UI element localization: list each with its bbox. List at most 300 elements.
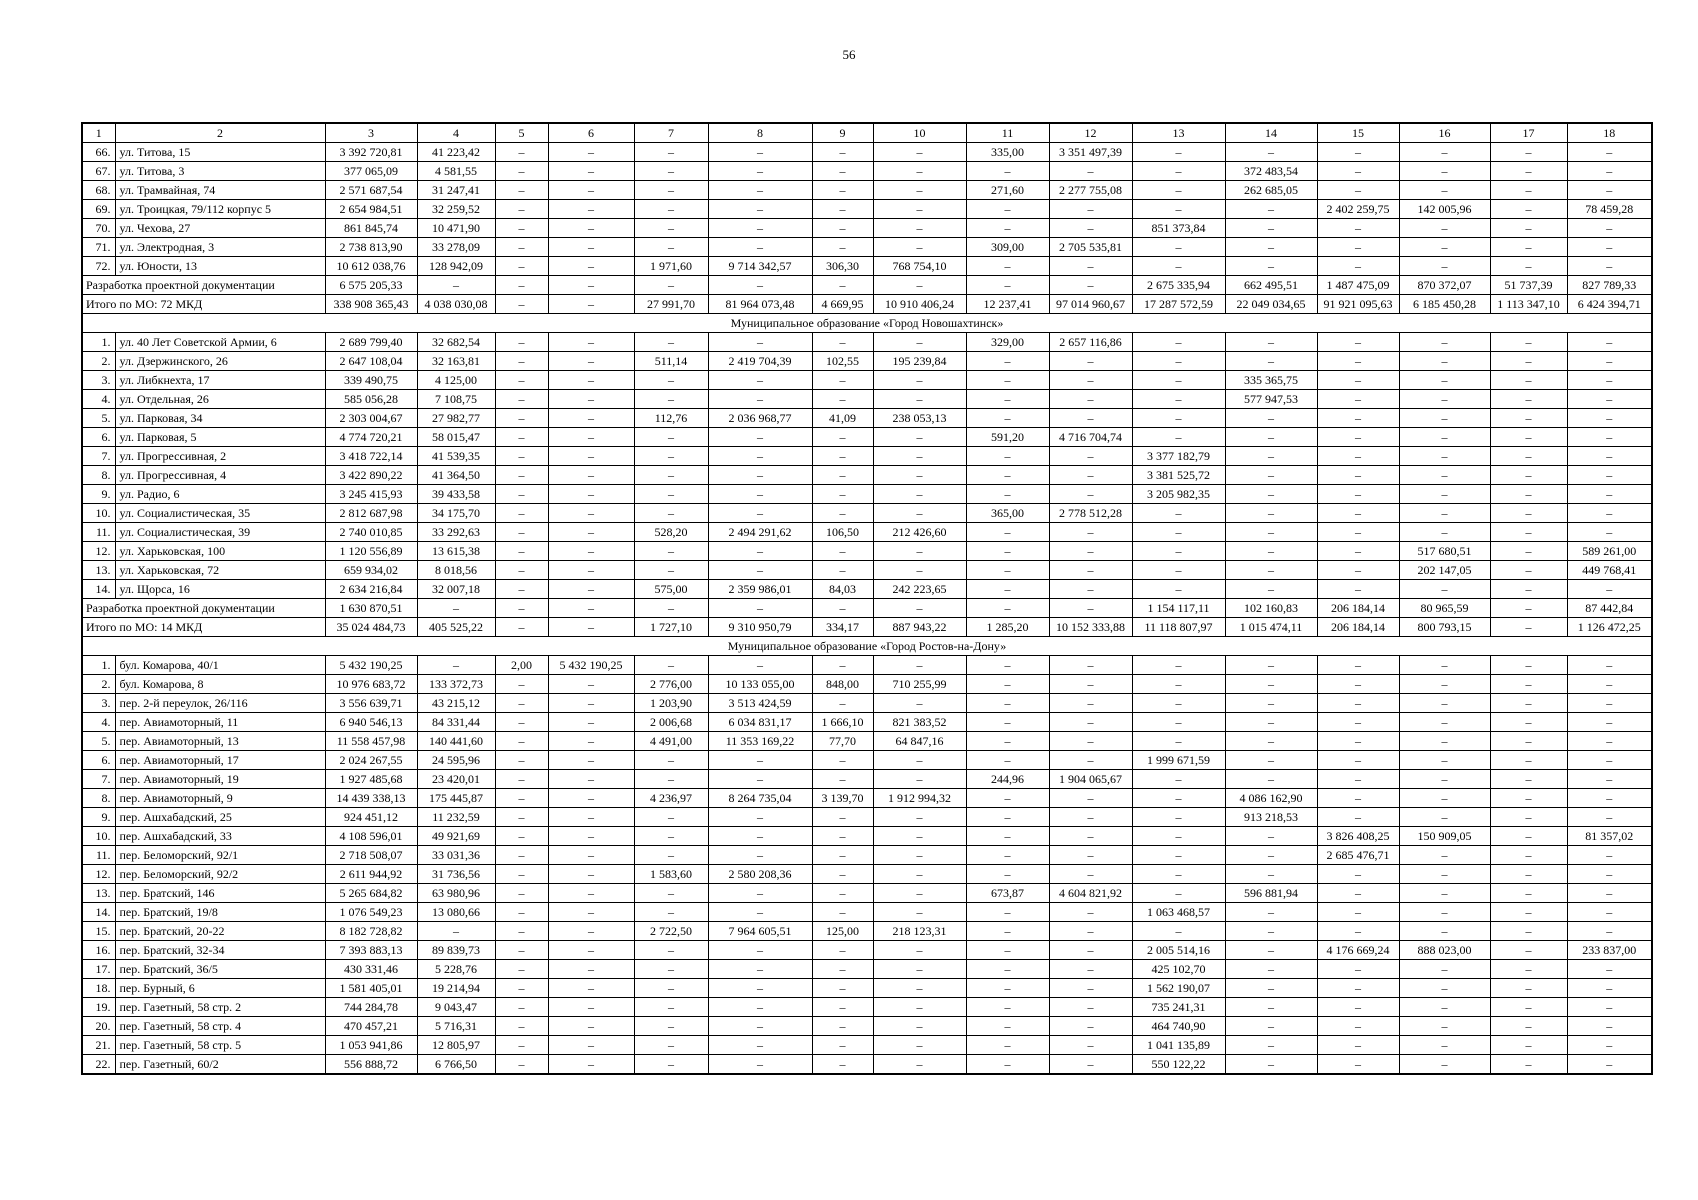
value-cell: – — [634, 561, 708, 580]
value-cell: 12 805,97 — [417, 1036, 495, 1055]
value-cell: 41 539,35 — [417, 447, 495, 466]
value-cell: 133 372,73 — [417, 675, 495, 694]
value-cell: 84,03 — [812, 580, 873, 599]
value-cell: – — [1049, 257, 1132, 276]
value-cell: – — [634, 808, 708, 827]
value-cell: – — [1490, 219, 1567, 238]
value-cell: – — [1225, 694, 1317, 713]
value-cell: 84 331,44 — [417, 713, 495, 732]
value-cell: 5 265 684,82 — [325, 884, 417, 903]
value-cell: – — [1317, 808, 1399, 827]
value-cell: – — [1132, 390, 1225, 409]
value-cell: – — [812, 865, 873, 884]
value-cell: – — [1317, 219, 1399, 238]
value-cell: 195 239,84 — [873, 352, 966, 371]
table-row — [82, 485, 1652, 504]
value-cell: 2 722,50 — [634, 922, 708, 941]
table-row — [82, 409, 1652, 428]
value-cell: 39 433,58 — [417, 485, 495, 504]
value-cell: – — [966, 865, 1049, 884]
value-cell: 550 122,22 — [1132, 1055, 1225, 1075]
value-cell: – — [873, 827, 966, 846]
value-cell: 735 241,31 — [1132, 998, 1225, 1017]
address-cell: пер. Беломорский, 92/2 — [115, 865, 325, 884]
value-cell: – — [1317, 333, 1399, 352]
value-cell: 449 768,41 — [1567, 561, 1652, 580]
value-cell: 6 940 546,13 — [325, 713, 417, 732]
section-header-row — [82, 637, 1652, 656]
value-cell: 2 740 010,85 — [325, 523, 417, 542]
value-cell: 244,96 — [966, 770, 1049, 789]
value-cell: – — [495, 485, 548, 504]
value-cell: – — [1399, 656, 1490, 675]
summary-label: Разработка проектной документации — [82, 599, 325, 618]
address-cell: пер. 2-й переулок, 26/116 — [115, 694, 325, 713]
table-row — [82, 143, 1652, 162]
table-row — [82, 390, 1652, 409]
value-cell: – — [1132, 865, 1225, 884]
value-cell: 556 888,72 — [325, 1055, 417, 1075]
table-row — [82, 675, 1652, 694]
value-cell: – — [966, 599, 1049, 618]
value-cell: 710 255,99 — [873, 675, 966, 694]
value-cell: – — [873, 1036, 966, 1055]
value-cell: – — [1049, 979, 1132, 998]
value-cell: – — [495, 694, 548, 713]
value-cell: – — [966, 1036, 1049, 1055]
value-cell: – — [873, 181, 966, 200]
table-row — [82, 1055, 1652, 1075]
table-row — [82, 960, 1652, 979]
value-cell: – — [1399, 808, 1490, 827]
value-cell: – — [873, 371, 966, 390]
value-cell: 1 113 347,10 — [1490, 295, 1567, 314]
value-cell: 10 910 406,24 — [873, 295, 966, 314]
row-number: 18. — [82, 979, 115, 998]
value-cell: – — [873, 219, 966, 238]
value-cell: – — [1490, 485, 1567, 504]
value-cell: – — [1049, 580, 1132, 599]
value-cell: 339 490,75 — [325, 371, 417, 390]
value-cell: – — [495, 998, 548, 1017]
value-cell: – — [812, 808, 873, 827]
value-cell: – — [708, 1055, 812, 1075]
value-cell: 12 237,41 — [966, 295, 1049, 314]
row-number: 10. — [82, 827, 115, 846]
value-cell: – — [1132, 770, 1225, 789]
row-number: 70. — [82, 219, 115, 238]
address-cell: пер. Авиамоторный, 11 — [115, 713, 325, 732]
value-cell: – — [548, 200, 634, 219]
value-cell: – — [1049, 960, 1132, 979]
value-cell: – — [1132, 884, 1225, 903]
value-cell: – — [1399, 884, 1490, 903]
value-cell: 106,50 — [812, 523, 873, 542]
value-cell: – — [1317, 466, 1399, 485]
value-cell: 4 774 720,21 — [325, 428, 417, 447]
value-cell: – — [1567, 257, 1652, 276]
value-cell: 233 837,00 — [1567, 941, 1652, 960]
value-cell: – — [1317, 352, 1399, 371]
table-row — [82, 257, 1652, 276]
value-cell: – — [548, 162, 634, 181]
value-cell: – — [1225, 561, 1317, 580]
value-cell: 4 604 821,92 — [1049, 884, 1132, 903]
value-cell: 1 015 474,11 — [1225, 618, 1317, 637]
value-cell: – — [1225, 998, 1317, 1017]
row-number: 9. — [82, 808, 115, 827]
value-cell: 10 612 038,76 — [325, 257, 417, 276]
address-cell: пер. Авиамоторный, 9 — [115, 789, 325, 808]
column-number-cell: 13 — [1132, 123, 1225, 143]
value-cell: – — [495, 504, 548, 523]
row-number: 11. — [82, 846, 115, 865]
value-cell: 6 424 394,71 — [1567, 295, 1652, 314]
value-cell: – — [634, 846, 708, 865]
value-cell: – — [1225, 922, 1317, 941]
value-cell: – — [708, 998, 812, 1017]
value-cell: – — [495, 808, 548, 827]
value-cell: – — [548, 960, 634, 979]
value-cell: – — [812, 751, 873, 770]
value-cell: – — [548, 333, 634, 352]
value-cell: – — [634, 751, 708, 770]
value-cell: – — [495, 219, 548, 238]
value-cell: – — [548, 884, 634, 903]
value-cell: 5 432 190,25 — [325, 656, 417, 675]
value-cell: – — [966, 941, 1049, 960]
address-cell: ул. Дзержинского, 26 — [115, 352, 325, 371]
column-number-cell: 11 — [966, 123, 1049, 143]
address-cell: ул. Титова, 3 — [115, 162, 325, 181]
value-cell: 9 310 950,79 — [708, 618, 812, 637]
value-cell: 1 666,10 — [812, 713, 873, 732]
value-cell: – — [966, 561, 1049, 580]
value-cell: – — [548, 751, 634, 770]
address-cell: ул. Отдельная, 26 — [115, 390, 325, 409]
address-cell: пер. Братский, 19/8 — [115, 903, 325, 922]
value-cell: 589 261,00 — [1567, 542, 1652, 561]
value-cell: – — [812, 276, 873, 295]
value-cell: 662 495,51 — [1225, 276, 1317, 295]
value-cell: – — [1317, 143, 1399, 162]
value-cell: – — [1132, 542, 1225, 561]
value-cell: – — [873, 466, 966, 485]
value-cell: – — [873, 561, 966, 580]
value-cell: – — [873, 865, 966, 884]
value-cell: – — [495, 675, 548, 694]
value-cell: 11 558 457,98 — [325, 732, 417, 751]
value-cell: – — [1132, 257, 1225, 276]
value-cell: – — [548, 276, 634, 295]
value-cell: – — [708, 561, 812, 580]
value-cell: – — [1399, 713, 1490, 732]
value-cell: – — [1225, 827, 1317, 846]
value-cell: 3 556 639,71 — [325, 694, 417, 713]
value-cell: – — [1490, 884, 1567, 903]
value-cell: – — [1225, 523, 1317, 542]
value-cell: 4 716 704,74 — [1049, 428, 1132, 447]
value-cell: – — [1225, 656, 1317, 675]
value-cell: – — [873, 599, 966, 618]
row-number: 6. — [82, 428, 115, 447]
value-cell: – — [1317, 751, 1399, 770]
value-cell: 33 292,63 — [417, 523, 495, 542]
value-cell: – — [1225, 352, 1317, 371]
value-cell: – — [1132, 922, 1225, 941]
address-cell: ул. Чехова, 27 — [115, 219, 325, 238]
value-cell: – — [1317, 732, 1399, 751]
value-cell: – — [1132, 732, 1225, 751]
value-cell: 2 006,68 — [634, 713, 708, 732]
registry-table — [81, 122, 1653, 1075]
table-row — [82, 656, 1652, 675]
value-cell: – — [548, 1055, 634, 1075]
value-cell: – — [1567, 789, 1652, 808]
value-cell: – — [1567, 808, 1652, 827]
value-cell: – — [1567, 238, 1652, 257]
value-cell: – — [634, 960, 708, 979]
value-cell: – — [1132, 694, 1225, 713]
column-number-cell: 10 — [873, 123, 966, 143]
value-cell: – — [417, 276, 495, 295]
value-cell: 1 063 468,57 — [1132, 903, 1225, 922]
value-cell: 63 980,96 — [417, 884, 495, 903]
value-cell: 33 031,36 — [417, 846, 495, 865]
value-cell: – — [634, 903, 708, 922]
value-cell: 24 595,96 — [417, 751, 495, 770]
value-cell: – — [1049, 542, 1132, 561]
value-cell: – — [548, 447, 634, 466]
value-cell: – — [966, 523, 1049, 542]
value-cell: – — [1399, 447, 1490, 466]
row-number: 69. — [82, 200, 115, 219]
value-cell: – — [812, 979, 873, 998]
value-cell: 4 236,97 — [634, 789, 708, 808]
value-cell: 377 065,09 — [325, 162, 417, 181]
value-cell: 3 381 525,72 — [1132, 466, 1225, 485]
value-cell: – — [966, 846, 1049, 865]
address-cell: пер. Братский, 32-34 — [115, 941, 325, 960]
value-cell: – — [873, 143, 966, 162]
value-cell: – — [812, 694, 873, 713]
value-cell: – — [708, 333, 812, 352]
address-cell: ул. Прогрессивная, 2 — [115, 447, 325, 466]
value-cell: – — [812, 200, 873, 219]
value-cell: 425 102,70 — [1132, 960, 1225, 979]
value-cell: 41 223,42 — [417, 143, 495, 162]
value-cell: 2 402 259,75 — [1317, 200, 1399, 219]
table-row — [82, 333, 1652, 352]
value-cell: 97 014 960,67 — [1049, 295, 1132, 314]
value-cell: – — [873, 238, 966, 257]
address-cell: ул. Харьковская, 100 — [115, 542, 325, 561]
value-cell: – — [1399, 789, 1490, 808]
value-cell: – — [1567, 485, 1652, 504]
value-cell: – — [1317, 903, 1399, 922]
table-row — [82, 238, 1652, 257]
value-cell: – — [1567, 523, 1652, 542]
value-cell: – — [812, 371, 873, 390]
value-cell: – — [1225, 428, 1317, 447]
value-cell: – — [634, 238, 708, 257]
row-number: 1. — [82, 333, 115, 352]
value-cell: – — [634, 1055, 708, 1075]
row-number: 2. — [82, 675, 115, 694]
value-cell: 7 108,75 — [417, 390, 495, 409]
value-cell: – — [1049, 998, 1132, 1017]
value-cell: – — [495, 542, 548, 561]
value-cell: – — [634, 276, 708, 295]
value-cell: – — [1490, 1036, 1567, 1055]
value-cell: – — [873, 941, 966, 960]
address-cell: пер. Газетный, 58 стр. 2 — [115, 998, 325, 1017]
value-cell: – — [812, 390, 873, 409]
value-cell: – — [708, 656, 812, 675]
column-number-cell: 12 — [1049, 123, 1132, 143]
address-cell: ул. Трамвайная, 74 — [115, 181, 325, 200]
value-cell: 13 615,38 — [417, 542, 495, 561]
value-cell: – — [1490, 656, 1567, 675]
value-cell: 3 245 415,93 — [325, 485, 417, 504]
value-cell: – — [873, 846, 966, 865]
value-cell: – — [1317, 371, 1399, 390]
value-cell: 913 218,53 — [1225, 808, 1317, 827]
value-cell: 1 053 941,86 — [325, 1036, 417, 1055]
address-cell: ул. Электродная, 3 — [115, 238, 325, 257]
value-cell: – — [548, 523, 634, 542]
value-cell: – — [812, 162, 873, 181]
value-cell: – — [1567, 428, 1652, 447]
value-cell: – — [966, 162, 1049, 181]
value-cell: – — [1225, 960, 1317, 979]
value-cell: – — [1567, 333, 1652, 352]
value-cell: – — [1490, 903, 1567, 922]
value-cell: – — [1225, 580, 1317, 599]
row-number: 12. — [82, 865, 115, 884]
value-cell: 470 457,21 — [325, 1017, 417, 1036]
value-cell: – — [495, 827, 548, 846]
table-row — [82, 1036, 1652, 1055]
value-cell: 64 847,16 — [873, 732, 966, 751]
value-cell: 128 942,09 — [417, 257, 495, 276]
value-cell: 6 575 205,33 — [325, 276, 417, 295]
value-cell: – — [1490, 1017, 1567, 1036]
value-cell: – — [1490, 979, 1567, 998]
value-cell: – — [1225, 485, 1317, 504]
value-cell: – — [873, 447, 966, 466]
value-cell: – — [1049, 903, 1132, 922]
value-cell: 3 422 890,22 — [325, 466, 417, 485]
value-cell: – — [634, 143, 708, 162]
value-cell: 596 881,94 — [1225, 884, 1317, 903]
row-number: 7. — [82, 447, 115, 466]
value-cell: – — [1317, 580, 1399, 599]
column-number-cell: 9 — [812, 123, 873, 143]
value-cell: – — [495, 200, 548, 219]
table-row — [82, 789, 1652, 808]
value-cell: 3 418 722,14 — [325, 447, 417, 466]
value-cell: – — [548, 580, 634, 599]
value-cell: – — [1225, 979, 1317, 998]
value-cell: 140 441,60 — [417, 732, 495, 751]
value-cell: – — [708, 808, 812, 827]
value-cell: 2 812 687,98 — [325, 504, 417, 523]
value-cell: – — [708, 143, 812, 162]
table-row — [82, 162, 1652, 181]
value-cell: – — [812, 656, 873, 675]
value-cell: – — [1225, 143, 1317, 162]
value-cell: – — [1490, 998, 1567, 1017]
address-cell: ул. Троицкая, 79/112 корпус 5 — [115, 200, 325, 219]
value-cell: – — [1225, 732, 1317, 751]
value-cell: – — [1225, 504, 1317, 523]
row-number: 13. — [82, 561, 115, 580]
value-cell: – — [1049, 276, 1132, 295]
value-cell: – — [708, 941, 812, 960]
value-cell: 309,00 — [966, 238, 1049, 257]
value-cell: – — [1317, 770, 1399, 789]
address-cell: пер. Газетный, 58 стр. 5 — [115, 1036, 325, 1055]
value-cell: 1 912 994,32 — [873, 789, 966, 808]
table-row — [82, 808, 1652, 827]
value-cell: 1 927 485,68 — [325, 770, 417, 789]
value-cell: – — [495, 599, 548, 618]
value-cell: 464 740,90 — [1132, 1017, 1225, 1036]
value-cell: – — [495, 276, 548, 295]
value-cell: 851 373,84 — [1132, 219, 1225, 238]
value-cell: – — [495, 941, 548, 960]
value-cell: 9 043,47 — [417, 998, 495, 1017]
value-cell: – — [1132, 523, 1225, 542]
value-cell: – — [1490, 770, 1567, 789]
value-cell: – — [708, 846, 812, 865]
value-cell: – — [634, 371, 708, 390]
table-row — [82, 770, 1652, 789]
value-cell: – — [873, 808, 966, 827]
value-cell: – — [966, 675, 1049, 694]
value-cell: – — [1399, 143, 1490, 162]
value-cell: – — [495, 865, 548, 884]
value-cell: – — [812, 485, 873, 504]
value-cell: 887 943,22 — [873, 618, 966, 637]
address-cell: ул. Социалистическая, 35 — [115, 504, 325, 523]
value-cell: 206 184,14 — [1317, 599, 1399, 618]
table-row — [82, 1017, 1652, 1036]
value-cell: – — [548, 846, 634, 865]
value-cell: – — [873, 276, 966, 295]
address-cell: бул. Комарова, 40/1 — [115, 656, 325, 675]
value-cell: – — [873, 485, 966, 504]
value-cell: 10 152 333,88 — [1049, 618, 1132, 637]
value-cell: 768 754,10 — [873, 257, 966, 276]
section-title: Муниципальное образование «Город Новошахтинск» — [82, 314, 1652, 333]
value-cell: – — [1399, 694, 1490, 713]
value-cell: – — [548, 143, 634, 162]
value-cell: – — [495, 846, 548, 865]
value-cell: – — [1399, 162, 1490, 181]
value-cell: – — [966, 390, 1049, 409]
value-cell: 81 964 073,48 — [708, 295, 812, 314]
value-cell: – — [495, 1017, 548, 1036]
value-cell: – — [966, 409, 1049, 428]
row-number: 8. — [82, 789, 115, 808]
value-cell: 4 038 030,08 — [417, 295, 495, 314]
value-cell: 7 393 883,13 — [325, 941, 417, 960]
value-cell: – — [495, 333, 548, 352]
value-cell: 861 845,74 — [325, 219, 417, 238]
value-cell: – — [812, 960, 873, 979]
